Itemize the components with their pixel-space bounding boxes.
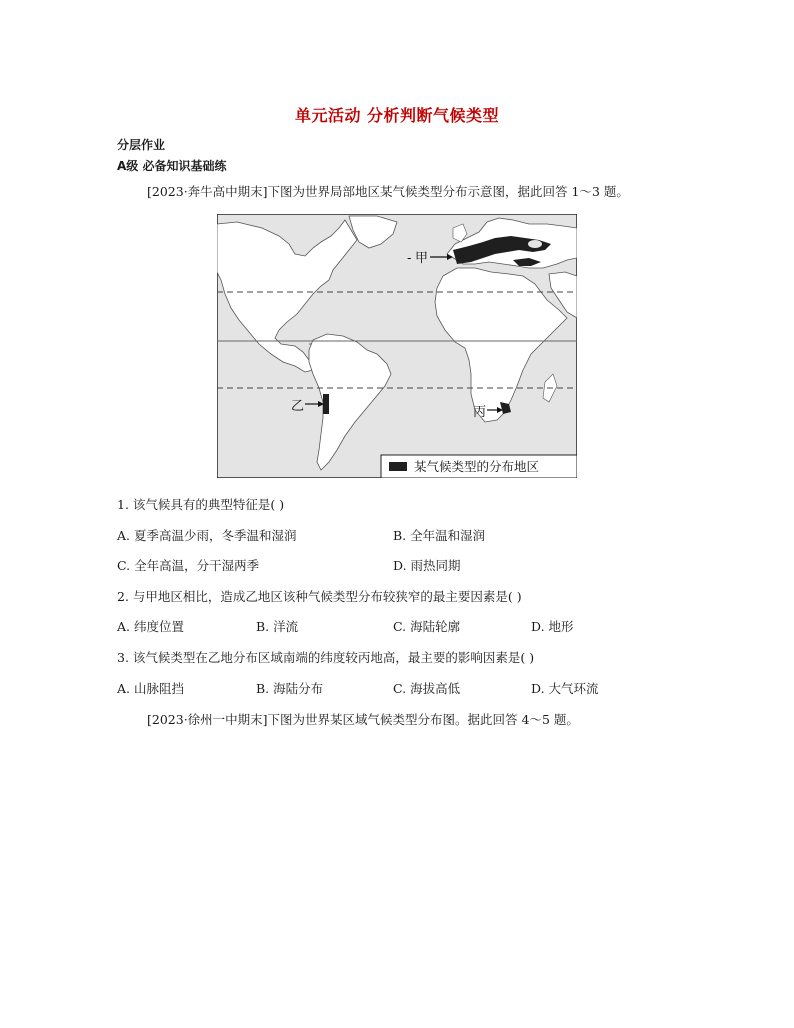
- question-3-option-c[interactable]: C. 海拔高低: [393, 681, 461, 696]
- label-yi: 乙: [291, 399, 305, 414]
- label-jia: 甲: [415, 251, 429, 266]
- label-jia-dash: -: [407, 251, 412, 266]
- question-1-stem: 1. 该气候具有的典型特征是( ): [117, 497, 285, 512]
- climate-distribution-map: [217, 214, 577, 478]
- question-2-option-c[interactable]: C. 海陆轮廓: [393, 619, 461, 634]
- section-heading: 分层作业: [117, 138, 166, 152]
- question-1-option-d[interactable]: D. 雨热同期: [393, 558, 461, 573]
- question-3-option-a[interactable]: A. 山脉阻挡: [117, 681, 184, 696]
- question-2-option-b[interactable]: B. 洋流: [256, 619, 299, 634]
- question-3-option-b[interactable]: B. 海陆分布: [256, 681, 324, 696]
- level-heading: A级 必备知识基础练: [117, 159, 227, 173]
- question-2-stem: 2. 与甲地区相比，造成乙地区该种气候类型分布较狭窄的最主要因素是( ): [117, 589, 522, 604]
- intro-question-set-2: [2023·徐州一中期末]下图为世界某区域气候类型分布图。据此回答 4～5 题。: [147, 712, 579, 727]
- question-2-option-d[interactable]: D. 地形: [531, 619, 574, 634]
- map-legend: [381, 455, 577, 478]
- question-1-option-a[interactable]: A. 夏季高温少雨，冬季温和湿润: [117, 528, 297, 543]
- question-3-option-d[interactable]: D. 大气环流: [531, 681, 599, 696]
- page-title: 单元活动 分析判断气候类型: [294, 106, 500, 125]
- intro-question-set-1: [2023·奔牛高中期末]下图为世界局部地区某气候类型分布示意图，据此回答 1～3 题。: [147, 184, 629, 199]
- question-2-option-a[interactable]: A. 纬度位置: [117, 619, 184, 634]
- question-1-option-c[interactable]: C. 全年高温，分干湿两季: [117, 558, 260, 573]
- legend-swatch: [389, 462, 407, 471]
- label-bing: 丙: [473, 405, 487, 420]
- question-3-stem: 3. 该气候类型在乙地分布区域南端的纬度较丙地高，最主要的影响因素是( ): [117, 650, 535, 665]
- question-1-option-b[interactable]: B. 全年温和湿润: [393, 528, 486, 543]
- legend-label: 某气候类型的分布地区: [414, 459, 540, 474]
